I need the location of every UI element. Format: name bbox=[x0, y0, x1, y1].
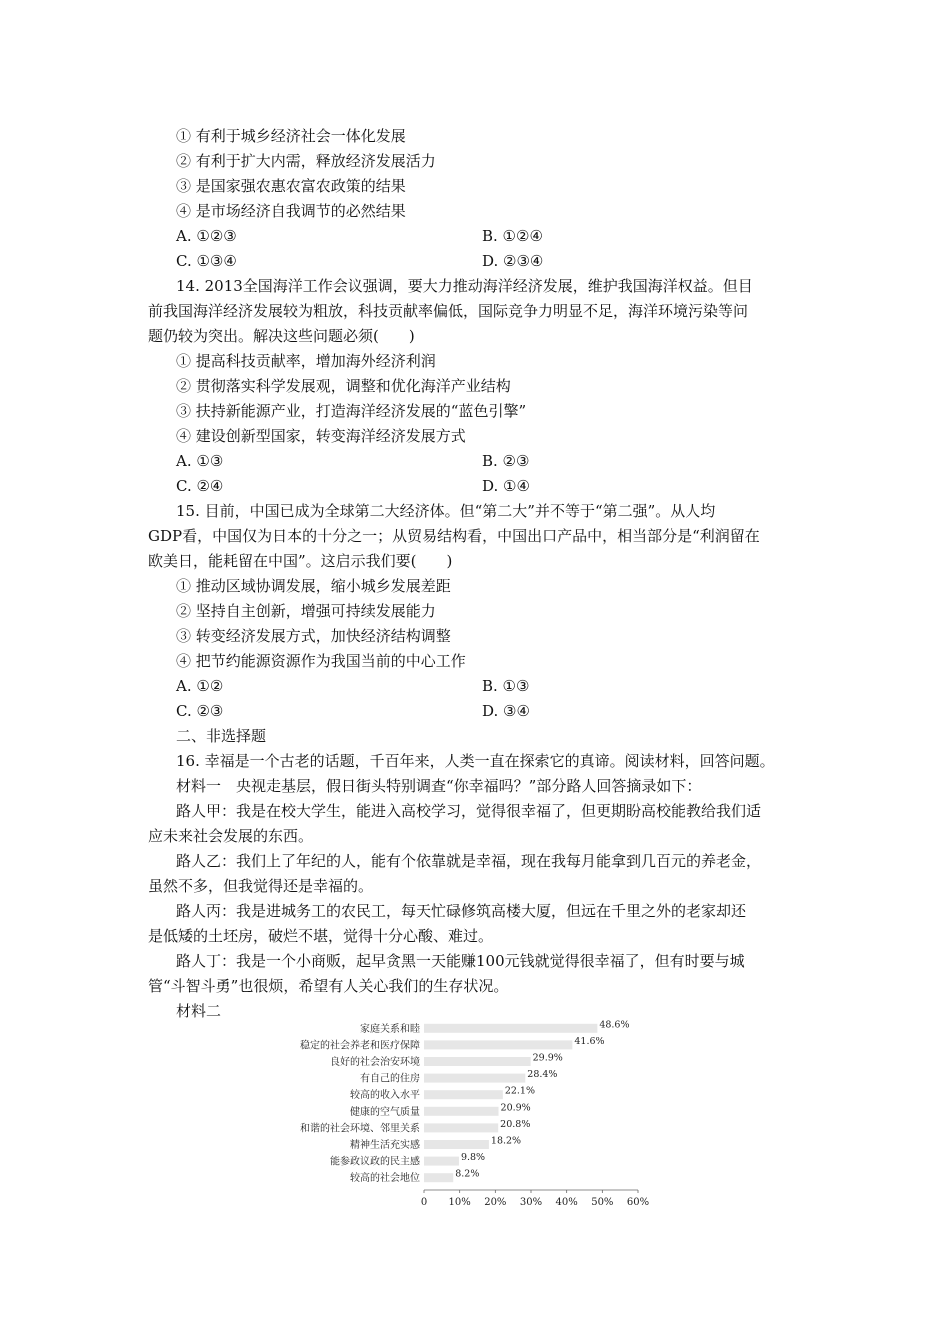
happiness-factors-chart bbox=[250, 1014, 670, 1214]
passer-a-line-2: 应未来社会发展的东西。 bbox=[148, 827, 314, 845]
q14-option-c: C. ②④ bbox=[176, 477, 224, 495]
q13-option-a: A. ①②③ bbox=[176, 227, 237, 245]
q13-item-3: ③ 是国家强农惠农富农政策的结果 bbox=[176, 177, 406, 195]
bar bbox=[424, 1057, 531, 1066]
chart-svg bbox=[250, 1014, 670, 1214]
q13-option-d: D. ②③④ bbox=[482, 252, 544, 270]
value-label: 41.6% bbox=[574, 1035, 605, 1047]
passer-d-line-1: 路人丁：我是一个小商贩，起早贪黑一天能赚100元钱就觉得很幸福了，但有时要与城 bbox=[176, 952, 745, 970]
value-label: 29.9% bbox=[532, 1052, 563, 1064]
q13-option-b: B. ①②④ bbox=[482, 227, 543, 245]
x-tick-label: 0 bbox=[420, 1197, 428, 1208]
q14-stem-line-3: 题仍较为突出。解决这些问题必须( ) bbox=[148, 327, 415, 345]
category-label: 有自己的住房 bbox=[360, 1073, 420, 1085]
category-label: 健康的空气质量 bbox=[350, 1106, 420, 1118]
q13-item-4: ④ 是市场经济自我调节的必然结果 bbox=[176, 202, 406, 220]
q14-option-a: A. ①③ bbox=[176, 452, 224, 470]
bar bbox=[424, 1123, 498, 1132]
q15-stem-line-1: 15. 目前，中国已成为全球第二大经济体。但“第二大”并不等于“第二强”。从人均 bbox=[176, 502, 716, 520]
passer-b-line-1: 路人乙：我们上了年纪的人，能有个依靠就是幸福，现在我每月能拿到几百元的养老金， bbox=[176, 852, 762, 870]
passer-b-line-2: 虽然不多，但我觉得还是幸福的。 bbox=[148, 877, 374, 895]
q15-item-3: ③ 转变经济发展方式，加快经济结构调整 bbox=[176, 627, 451, 645]
category-label: 良好的社会治安环境 bbox=[330, 1057, 420, 1068]
section-heading: 二、非选择题 bbox=[176, 727, 267, 745]
category-label: 稳定的社会养老和医疗保障 bbox=[300, 1040, 420, 1052]
q15-option-d: D. ③④ bbox=[482, 702, 530, 720]
passer-c-line-2: 是低矮的土坯房，破烂不堪，觉得十分心酸、难过。 bbox=[148, 927, 494, 945]
bar bbox=[424, 1140, 489, 1149]
category-label: 家庭关系和睦 bbox=[360, 1023, 420, 1035]
q15-item-4: ④ 把节约能源资源作为我国当前的中心工作 bbox=[176, 652, 466, 670]
value-label: 28.4% bbox=[527, 1069, 558, 1081]
q14-stem-line-1: 14. 2013全国海洋工作会议强调，要大力推动海洋经济发展，维护我国海洋权益。但目 bbox=[176, 277, 753, 295]
value-label: 8.2% bbox=[455, 1168, 480, 1180]
q15-option-c: C. ②③ bbox=[176, 702, 224, 720]
category-label: 较高的收入水平 bbox=[350, 1090, 420, 1102]
q16-material1-heading: 材料一 央视走基层，假日街头特别调查“你幸福吗？”部分路人回答摘录如下： bbox=[176, 777, 702, 795]
bar bbox=[424, 1074, 525, 1083]
q15-option-a: A. ①② bbox=[176, 677, 224, 695]
q14-stem-line-2: 前我国海洋经济发展较为粗放，科技贡献率偏低，国际竞争力明显不足，海洋环境污染等问 bbox=[148, 302, 749, 320]
bar bbox=[424, 1173, 453, 1182]
q15-option-b: B. ①③ bbox=[482, 677, 530, 695]
category-label: 精神生活充实感 bbox=[350, 1140, 420, 1151]
q15-stem-line-3: 欧美日，能耗留在中国”。这启示我们要( ) bbox=[148, 552, 453, 570]
q14-option-b: B. ②③ bbox=[482, 452, 530, 470]
q13-option-c: C. ①③④ bbox=[176, 252, 237, 270]
q14-item-2: ② 贯彻落实科学发展观，调整和优化海洋产业结构 bbox=[176, 377, 511, 395]
passer-a-line-1: 路人甲：我是在校大学生，能进入高校学习，觉得很幸福了，但更期盼高校能教给我们适 bbox=[176, 802, 762, 820]
value-label: 9.8% bbox=[460, 1152, 486, 1164]
q15-item-2: ② 坚持自主创新，增强可持续发展能力 bbox=[176, 602, 436, 620]
q14-option-d: D. ①④ bbox=[482, 477, 530, 495]
category-label: 和谐的社会环境、邻里关系 bbox=[300, 1123, 420, 1135]
bar bbox=[424, 1090, 503, 1099]
q14-item-3: ③ 扶持新能源产业，打造海洋经济发展的“蓝色引擎” bbox=[176, 402, 527, 420]
bar bbox=[424, 1024, 597, 1033]
value-label: 18.2% bbox=[490, 1135, 522, 1147]
bar bbox=[424, 1107, 499, 1116]
q15-item-1: ① 推动区域协调发展，缩小城乡发展差距 bbox=[176, 577, 451, 595]
bar bbox=[424, 1040, 572, 1049]
value-label: 22.1% bbox=[504, 1085, 536, 1097]
x-tick-label: 40% bbox=[555, 1197, 578, 1208]
q16-material2-heading: 材料二 bbox=[176, 1002, 222, 1020]
x-tick-label: 10% bbox=[448, 1197, 471, 1208]
q16-stem: 16. 幸福是一个古老的话题，千百年来，人类一直在探索它的真谛。阅读材料，回答问题。 bbox=[176, 752, 775, 770]
q13-item-2: ② 有利于扩大内需，释放经济发展活力 bbox=[176, 152, 436, 170]
category-label: 较高的社会地位 bbox=[350, 1173, 420, 1185]
x-tick-label: 50% bbox=[591, 1197, 614, 1208]
x-tick-label: 20% bbox=[484, 1197, 507, 1208]
q14-item-4: ④ 建设创新型国家，转变海洋经济发展方式 bbox=[176, 427, 466, 445]
value-label: 48.6% bbox=[599, 1019, 630, 1031]
q15-stem-line-2: GDP看，中国仅为日本的十分之一；从贸易结构看，中国出口产品中，相当部分是“利润留在 bbox=[148, 527, 760, 545]
bar bbox=[424, 1157, 459, 1166]
q13-item-1: ① 有利于城乡经济社会一体化发展 bbox=[176, 127, 406, 145]
x-tick-label: 30% bbox=[519, 1197, 543, 1208]
passer-c-line-1: 路人丙：我是进城务工的农民工，每天忙碌修筑高楼大厦，但远在千里之外的老家却还 bbox=[176, 902, 747, 920]
passer-d-line-2: 管“斗智斗勇”也很烦，希望有人关心我们的生存状况。 bbox=[148, 977, 509, 995]
q14-item-1: ① 提高科技贡献率，增加海外经济利润 bbox=[176, 352, 436, 370]
value-label: 20.8% bbox=[500, 1118, 531, 1130]
x-tick-label: 60% bbox=[626, 1197, 650, 1208]
category-label: 能参政议政的民主感 bbox=[330, 1156, 420, 1168]
value-label: 20.9% bbox=[500, 1102, 531, 1114]
